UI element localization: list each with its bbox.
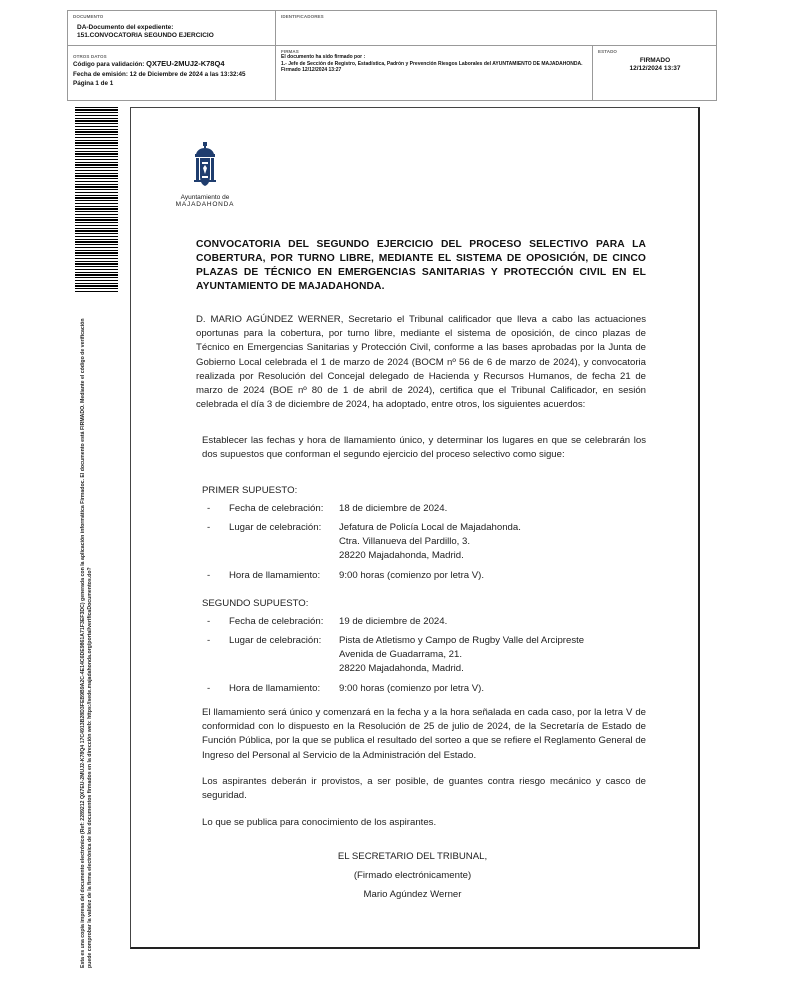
signature-note: (Firmado electrónicamente)	[353, 870, 472, 881]
s1-hora-value: 9:00 horas (comienzo por letra V).	[339, 570, 485, 581]
s2-lugar-line: Pista de Atletismo y Campo de Rugby Valle del Arcipreste	[339, 635, 585, 646]
identificadores-label: IDENTIFICADORES	[281, 14, 324, 19]
bullet: -	[207, 570, 211, 581]
document-title: CONVOCATORIA DEL SEGUNDO EJERCICIO DEL PROCESO SELECTIVO PARA LA COBERTURA, POR TURNO LIBRE, MEDIANTE EL SISTEMA DE OPOSICIÓN, DE CINCO PLAZAS DE TÉCNICO EN EMERGENCIAS SANITARIAS Y PROTECCIÓN CIVIL EN EL AYUNTAMIENTO DE MAJADAHONDA.	[196, 239, 646, 292]
s2-hora-value: 9:00 horas (comienzo por letra V).	[339, 683, 485, 694]
documento-cell	[68, 11, 276, 46]
identificadores-cell	[276, 11, 717, 46]
coat-of-arms-icon	[190, 142, 220, 192]
documento-label: DOCUMENTO	[73, 14, 104, 19]
bullet: -	[207, 635, 211, 646]
s1-lugar-line: Ctra. Villanueva del Pardillo, 3.	[339, 536, 471, 547]
s2-fecha-value: 19 de diciembre de 2024.	[339, 616, 448, 627]
s1-fecha-value: 18 de diciembre de 2024.	[339, 503, 448, 514]
s1-lugar-label: Lugar de celebración:	[229, 522, 322, 533]
validation-code[interactable]: QX7EU-2MUJ2-K78Q4	[146, 59, 225, 68]
s1-hora-label: Hora de llamamiento:	[229, 570, 321, 581]
llamamiento-paragraph: El llamamiento será único y comenzará en la fecha y a la hora señalada en cada caso, por la letra V de conformidad con lo dispuesto en la Resolución de 25 de julio de 2024, de la Secretaría de Estado de Función Pública, por la que se publica el resultado del sorteo a que se refiere el Reglamento General de Ingreso del Personal al Servicio de la Administración del Estado.	[202, 707, 646, 761]
estado-date: 12/12/2024 13:37	[629, 65, 681, 72]
s2-hora-label: Hora de llamamiento:	[229, 683, 321, 694]
barcode	[75, 107, 118, 292]
municipal-logo	[175, 142, 235, 208]
bullet: -	[207, 503, 211, 514]
aspirantes-paragraph: Los aspirantes deberán ir provistos, a ser posible, de guantes contra riesgo mecánico y casco de seguridad.	[202, 776, 646, 802]
s2-lugar-line: Avenida de Guadarrama, 21.	[339, 649, 463, 660]
s1-lugar-line: 28220 Majadahonda, Madrid.	[339, 550, 464, 561]
s2-lugar-label: Lugar de celebración:	[229, 635, 322, 646]
logo-line-1: Ayuntamiento de	[180, 194, 230, 201]
s2-lugar-line: 28220 Majadahonda, Madrid.	[339, 663, 464, 674]
segundo-supuesto-heading: SEGUNDO SUPUESTO:	[202, 598, 309, 609]
side-text-line-2: puede comprobar la validez de la firma electrónica de los documentos firmados en la dirección web: https://sede.majadahonda.org/portal/verificaDocumentos.do?	[86, 567, 93, 968]
page-count: Página 1 de 1	[73, 80, 114, 87]
closing-paragraph: Lo que se publica para conocimiento de los aspirantes.	[202, 817, 437, 828]
estado-label: ESTADO	[598, 49, 618, 54]
documento-value: DA-Documento del expediente: 151.CONVOCATORIA SEGUNDO EJERCICIO	[77, 24, 214, 39]
bullet: -	[207, 522, 211, 533]
signature-name: Mario Agúndez Werner	[363, 889, 462, 900]
estado-value: FIRMADO	[639, 57, 671, 64]
firmas-text: 1.- Jefe de Sección de Registro, Estadística, Padrón y Prevención Riesgos Laborales del AYUNTAMIENTO DE MAJADAHONDA. Firmado 12/12/2024 13:27	[281, 60, 583, 73]
firmas-intro: El documento ha sido firmado por :	[281, 54, 366, 60]
s1-fecha-label: Fecha de celebración:	[229, 503, 324, 514]
bullet: -	[207, 616, 211, 627]
firmas-cell	[276, 46, 593, 101]
codigo-label: Código para validación:	[73, 61, 145, 68]
acuerdo-paragraph: Establecer las fechas y hora de llamamiento único, y determinar los lugares en que se celebrarán los dos supuestos que conforman el segundo ejercicio del proceso selectivo como sigue:	[202, 435, 646, 461]
logo-line-2: MAJADAHONDA	[175, 201, 235, 208]
intro-paragraph: D. MARIO AGÚNDEZ WERNER, Secretario el Tribunal calificador que lleva a cabo las actuaciones oportunas para la cobertura, por turno libre, mediante el sistema de oposición, de cinco plazas de Técnico en Emergencias Sanitarias y Protección Civil, conforme a las bases aprobadas por la Junta de Gobierno Local celebrada el 1 de marzo de 2024 (BOCM nº 56 de 6 de marzo de 2024), y convocatoria realizada por Resolución del Concejal delegado de Hacienda y Recursos Humanos, de fecha 21 de marzo de 2024 (BOE nº 80 de 1 de abril de 2024), certifica que el Tribunal Calificador, en sesión celebrada el día 3 de diciembre de 2024, ha adoptado, entre otros, los siguientes acuerdos:	[196, 314, 646, 411]
estado-cell	[593, 46, 717, 101]
firmas-label: FIRMAS	[281, 49, 299, 54]
signature-header	[67, 10, 717, 101]
s2-fecha-label: Fecha de celebración:	[229, 616, 324, 627]
verification-side-text	[80, 268, 110, 968]
bullet: -	[207, 683, 211, 694]
primer-supuesto-heading: PRIMER SUPUESTO:	[202, 485, 298, 496]
signature-role: EL SECRETARIO DEL TRIBUNAL,	[337, 851, 488, 862]
otros-datos-cell	[68, 46, 276, 101]
s1-lugar-line: Jefatura de Policía Local de Majadahonda.	[339, 522, 521, 533]
fecha-emision: Fecha de emisión: 12 de Diciembre de 2024 a las 13:32:45	[73, 70, 246, 78]
side-text-line-1: Esta es una copia impresa del documento electrónico (Ref: 2289212 QX7EU-2MUJ2-K78Q4 17C4913B28D3FEB9B9A2C-4E14C6DE9861A71F3EF3DC) generada con la aplicación informática Firmadoc. El documento está FIRMADO. Mediante el código de verificación	[80, 318, 86, 968]
otros-label: OTROS DATOS	[73, 54, 107, 59]
